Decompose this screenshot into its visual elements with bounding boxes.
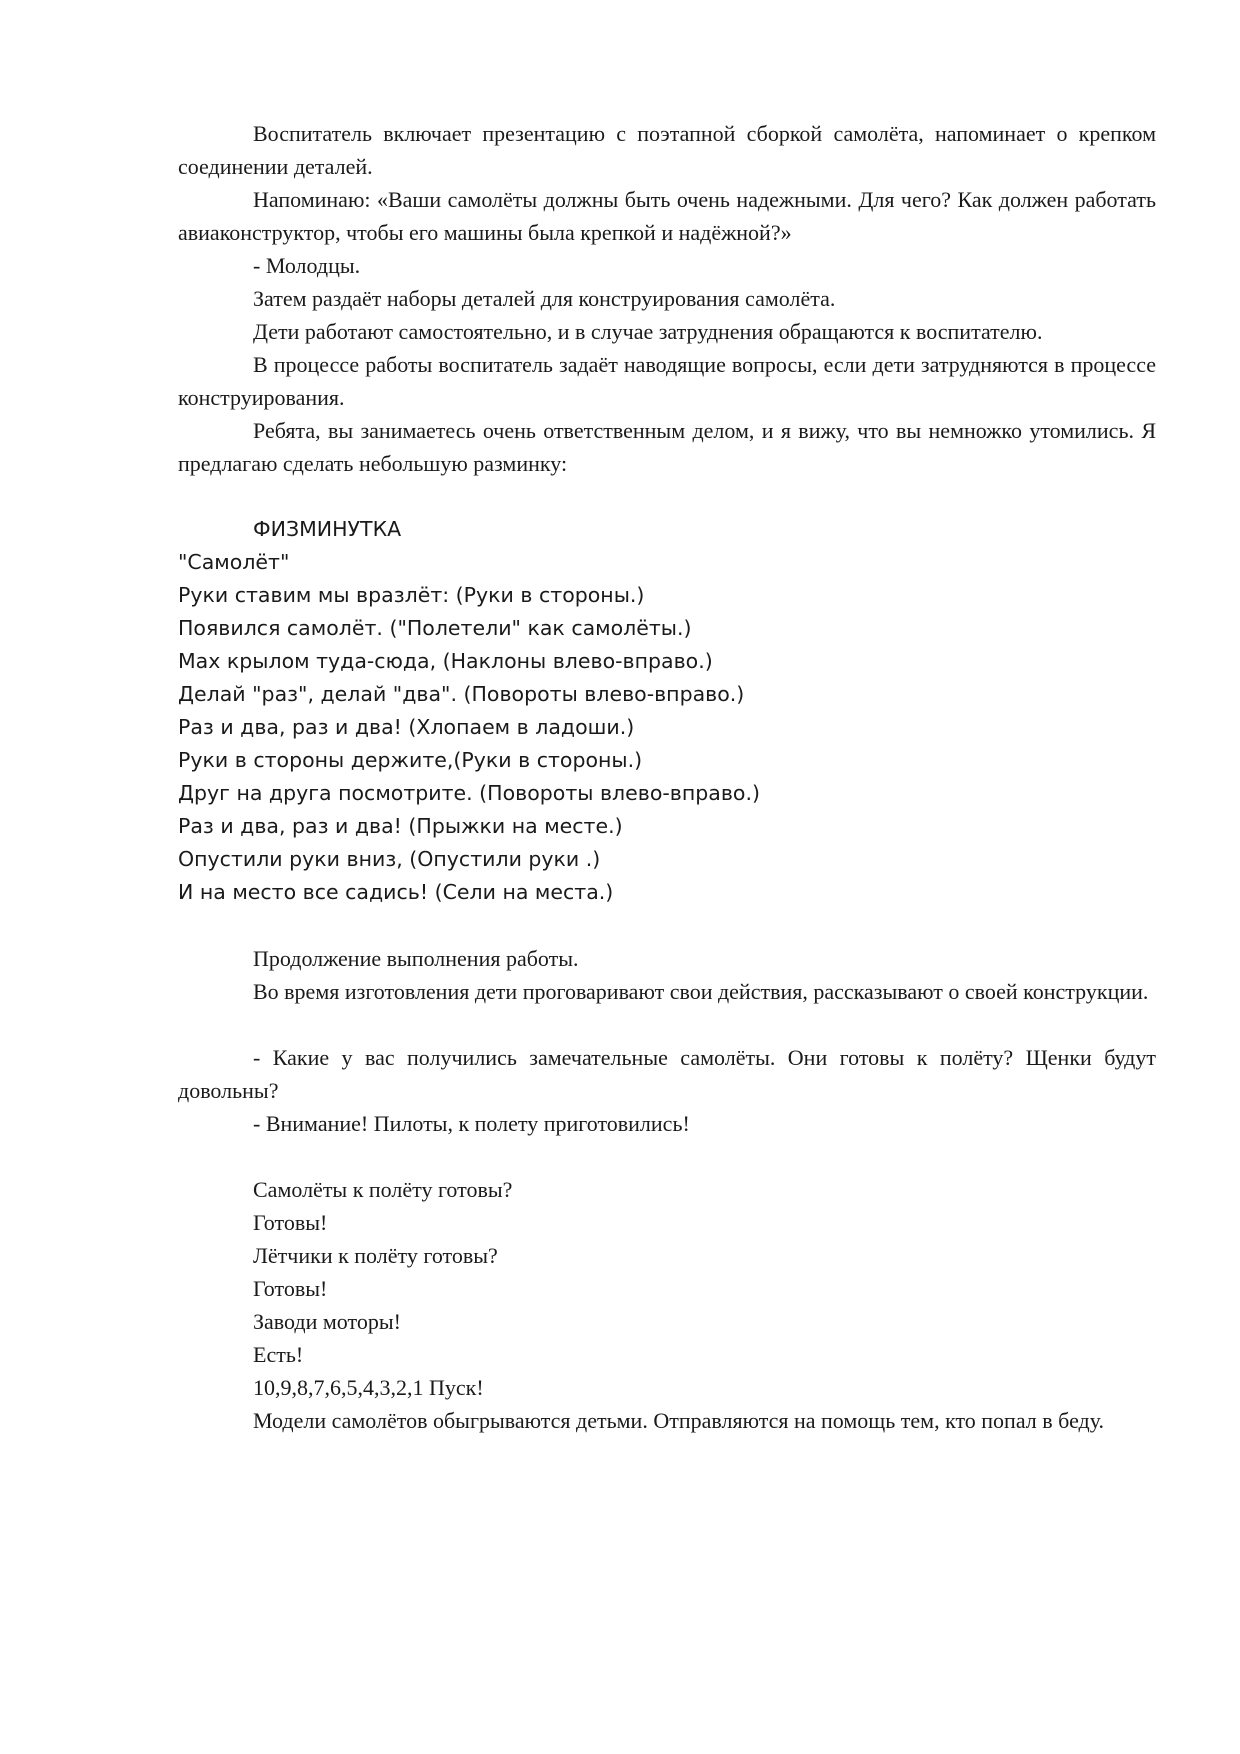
paragraph-warmup-intro: Ребята, вы занимаетесь очень ответственным делом, и я вижу, что вы немножко утомились. Я предлагаю сделать небольшую разминку: — [178, 418, 1156, 476]
fizminutka-heading: ФИЗМИНУТКА — [253, 517, 402, 541]
verse-line: Мах крылом туда-сюда, (Наклоны влево-вправо.) — [178, 649, 713, 673]
paragraph-praise: - Молодцы. — [253, 253, 361, 278]
paragraph-attention: - Внимание! Пилоты, к полету приготовились! — [253, 1111, 690, 1136]
verse-line: Руки в стороны держите,(Руки в стороны.) — [178, 748, 643, 772]
paragraph-distribute: Затем раздаёт наборы деталей для конструирования самолёта. — [253, 286, 836, 311]
spacer — [178, 1140, 1156, 1173]
paragraph-guiding-questions: В процессе работы воспитатель задаёт наводящие вопросы, если дети затрудняются в процессе конструирования. — [178, 352, 1156, 410]
launch-dialogue — [178, 1173, 1156, 1404]
paragraph-describe-actions: Во время изготовления дети проговаривают свои действия, рассказывают о своей конструкции. — [253, 979, 1149, 1004]
verse-line: Раз и два, раз и два! (Прыжки на месте.) — [178, 814, 623, 838]
paragraph-continuation: Продолжение выполнения работы. — [253, 946, 579, 971]
dialogue-line: Готовы! — [253, 1210, 328, 1235]
verse-line: Появился самолёт. ("Полетели" как самолёты.) — [178, 616, 692, 640]
dialogue-line: Готовы! — [253, 1276, 328, 1301]
dialogue-line: Самолёты к полёту готовы? — [253, 1177, 513, 1202]
verse-line: И на место все садись! (Сели на места.) — [178, 880, 614, 904]
paragraph-independent-work: Дети работают самостоятельно, и в случае затруднения обращаются к воспитателю. — [253, 319, 1043, 344]
fizminutka-verse — [178, 579, 1156, 909]
paragraph-reminder: Напоминаю: «Ваши самолёты должны быть очень надежными. Для чего? Как должен работать авиаконструктор, чтобы его машины была крепкой и надёжной?» — [178, 187, 1156, 245]
dialogue-line: Заводи моторы! — [253, 1309, 401, 1334]
dialogue-line: 10,9,8,7,6,5,4,3,2,1 Пуск! — [253, 1375, 484, 1400]
dialogue-line: Есть! — [253, 1342, 304, 1367]
paragraph-presentation: Воспитатель включает презентацию с поэтапной сборкой самолёта, напоминает о крепком соединении деталей. — [178, 121, 1156, 179]
verse-line: Руки ставим мы вразлёт: (Руки в стороны.) — [178, 583, 645, 607]
dialogue-line: Лётчики к полёту готовы? — [253, 1243, 498, 1268]
fizminutka-title: "Самолёт" — [178, 550, 290, 574]
verse-line: Делай "раз", делай "два". (Повороты влево-вправо.) — [178, 682, 745, 706]
spacer — [178, 909, 1156, 942]
verse-line: Раз и два, раз и два! (Хлопаем в ладоши.) — [178, 715, 635, 739]
verse-line: Опустили руки вниз, (Опустили руки .) — [178, 847, 601, 871]
paragraph-closing: Модели самолётов обыгрываются детьми. Отправляются на помощь тем, кто попал в беду. — [253, 1408, 1105, 1433]
spacer — [178, 480, 1156, 513]
spacer — [178, 1008, 1156, 1041]
verse-line: Друг на друга посмотрите. (Повороты влево-вправо.) — [178, 781, 760, 805]
document-body — [178, 117, 1156, 1437]
paragraph-ready-question: - Какие у вас получились замечательные самолёты. Они готовы к полёту? Щенки будут довольны? — [178, 1045, 1156, 1103]
